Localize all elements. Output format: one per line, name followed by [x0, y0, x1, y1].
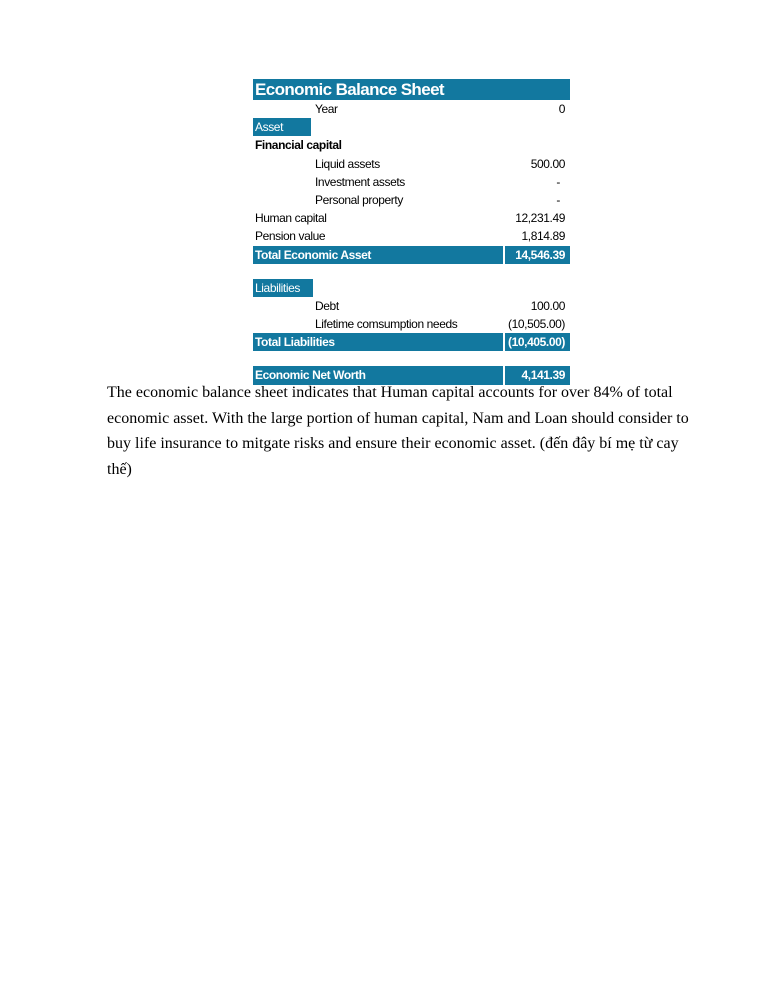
spacer [253, 351, 570, 366]
analysis-paragraph: The economic balance sheet indicates that Human capital accounts for over 84% of total economic asset. With the large portion of human capital, Nam and Loan should consider to buy life insurance to mitgate risks and ensure their economic asset. (đến đây bí mẹ từ cay thế) [107, 384, 689, 478]
economic-balance-sheet [253, 79, 570, 385]
total-liabilities-label: Total Liabilities [255, 335, 335, 350]
year-row [253, 100, 570, 118]
sheet-title-row [253, 79, 570, 100]
financial-capital-row [253, 136, 570, 154]
debt-label: Debt [315, 298, 339, 313]
investment-assets-label: Investment assets [315, 174, 405, 189]
total-liabilities-row [253, 333, 570, 351]
asset-header-row [253, 118, 570, 136]
total-asset-label: Total Economic Asset [255, 247, 372, 262]
liquid-assets-row [253, 155, 570, 173]
personal-property-value: - [556, 192, 560, 207]
liabilities-header: Liabilities [253, 279, 313, 297]
net-worth-label: Economic Net Worth [255, 368, 366, 383]
asset-header: Asset [253, 118, 311, 136]
pension-value-label: Pension value [255, 229, 326, 244]
consumption-needs-row [253, 315, 570, 333]
net-worth-value: 4,141.39 [521, 368, 565, 383]
total-liabilities-value: (10,405.00) [508, 335, 565, 350]
liquid-assets-label: Liquid assets [315, 156, 380, 171]
total-asset-row [253, 246, 570, 264]
liquid-assets-value: 500.00 [530, 156, 565, 171]
debt-row [253, 297, 570, 315]
total-asset-divider [503, 246, 505, 264]
total-liabilities-divider [503, 333, 505, 351]
human-capital-label: Human capital [255, 211, 327, 226]
debt-value: 100.00 [530, 298, 565, 313]
human-capital-row [253, 209, 570, 227]
year-label: Year [315, 102, 338, 116]
financial-capital-label: Financial capital [255, 138, 342, 153]
sheet-title: Economic Balance Sheet [255, 80, 444, 99]
spacer [253, 264, 570, 279]
pension-value-row [253, 227, 570, 245]
personal-property-label: Personal property [315, 192, 403, 207]
human-capital-value: 12,231.49 [515, 211, 565, 226]
year-value: 0 [558, 102, 565, 116]
consumption-needs-label: Lifetime comsumption needs [315, 317, 458, 332]
liabilities-header-row [253, 279, 570, 297]
investment-assets-row [253, 173, 570, 191]
personal-property-row [253, 191, 570, 209]
total-asset-value: 14,546.39 [515, 247, 565, 262]
pension-value-value: 1,814.89 [521, 229, 565, 244]
investment-assets-value: - [556, 174, 560, 189]
consumption-needs-value: (10,505.00) [508, 317, 565, 332]
